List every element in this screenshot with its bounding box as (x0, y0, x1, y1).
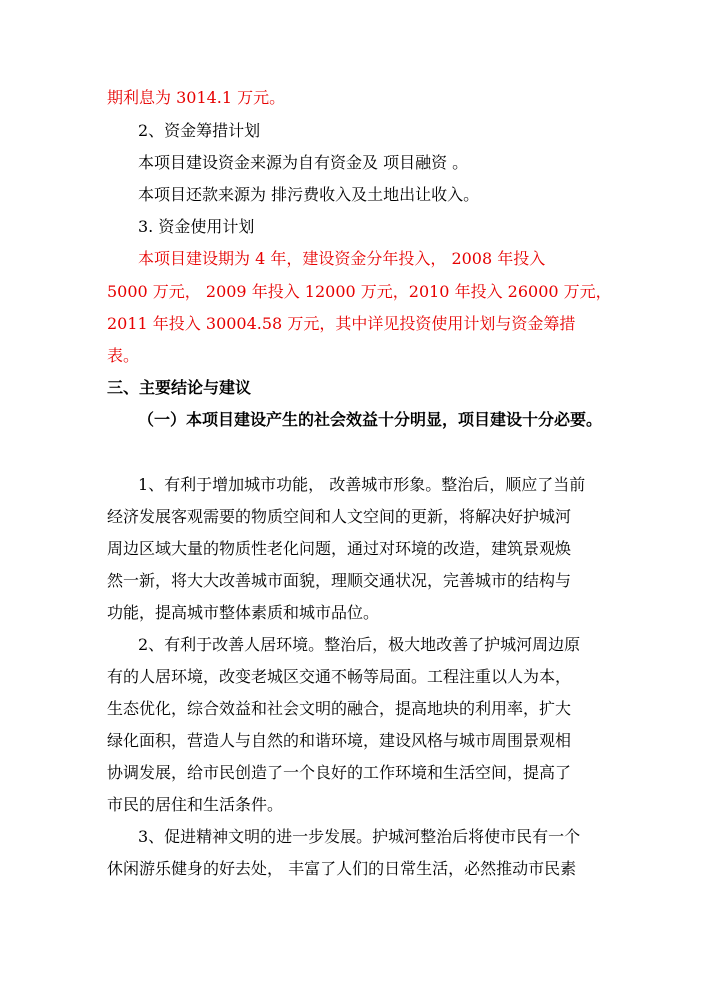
paragraph-line: 功能，提高城市整体素质和城市品位。 (107, 603, 380, 622)
paragraph-line: 然一新，将大大改善城市面貌，理顺交通状况，完善城市的结构与 (107, 571, 572, 590)
section-heading: 2、资金筹措计划 (138, 121, 261, 140)
paragraph-line: 5000 万元， 2009 年投入 12000 万元，2010 年投入 26000 万元， (107, 282, 612, 301)
subsection-heading: （一）本项目建设产生的社会效益十分明显，项目建设十分必要。 (138, 410, 603, 429)
paragraph-line: 表。 (107, 346, 140, 365)
paragraph-line: 2011 年投入 30004.58 万元，其中详见投资使用计划与资金筹措 (107, 314, 576, 333)
paragraph-line: 本项目还款来源为 排污费收入及土地出让收入。 (138, 185, 480, 204)
paragraph-line: 3、促进精神文明的进一步发展。护城河整治后将使市民有一个 (138, 827, 581, 846)
section-heading: 3. 资金使用计划 (138, 217, 255, 236)
paragraph-line: 周边区域大量的物质性老化问题，通过对环境的改造，建筑景观焕 (107, 539, 572, 558)
paragraph-line: 协调发展，给市民创造了一个良好的工作环境和生活空间，提高了 (107, 763, 572, 782)
paragraph-line: 有的人居环境，改变老城区交通不畅等局面。工程注重以人为本， (107, 667, 572, 686)
paragraph-line: 本项目建设资金来源为自有资金及 项目融资 。 (138, 153, 469, 172)
paragraph-line: 本项目建设期为 4 年，建设资金分年投入， 2008 年投入 (138, 249, 546, 268)
paragraph-line: 绿化面积，营造人与自然的和谐环境，建设风格与城市周围景观相 (107, 731, 572, 750)
chapter-heading: 三、主要结论与建议 (107, 378, 252, 397)
paragraph-line: 2、有利于改善人居环境。整治后，极大地改善了护城河周边原 (138, 635, 581, 654)
paragraph-line: 市民的居住和生活条件。 (107, 795, 284, 814)
paragraph-line: 经济发展客观需要的物质空间和人文空间的更新，将解决好护城河 (107, 507, 572, 526)
paragraph-line: 1、有利于增加城市功能， 改善城市形象。整治后，顺应了当前 (138, 475, 586, 494)
paragraph-line: 休闲游乐健身的好去处， 丰富了人们的日常生活，必然推动市民素 (107, 859, 577, 878)
paragraph-line: 期利息为 3014.1 万元。 (107, 88, 286, 107)
paragraph-line: 生态优化，综合效益和社会文明的融合，提高地块的利用率，扩大 (107, 699, 572, 718)
